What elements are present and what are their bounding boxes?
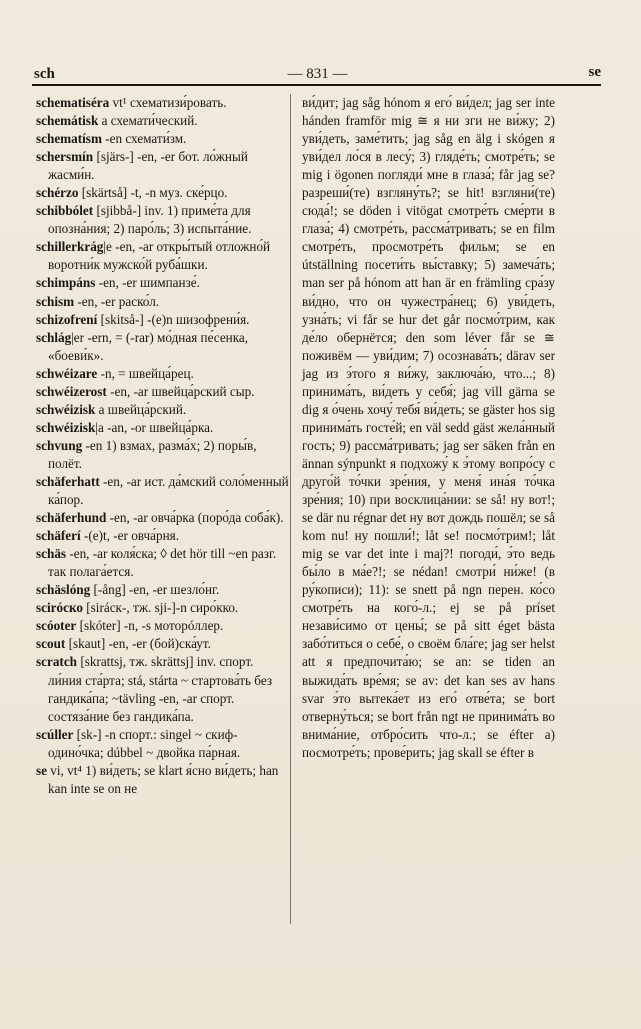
header-rule <box>32 84 601 86</box>
dictionary-entry: schäslóng [-ång] -en, -er шезло́нг. <box>36 582 220 598</box>
dictionary-entry: scóoter [skóter] -n, -s мотоpóллер. <box>36 618 224 634</box>
dictionary-entry: scout [skaut] -en, -er (бой)ска́ут. <box>36 636 211 652</box>
continued-entry-text: ви́дит; jag såg hónom я его́ ви́дел; jag ser inte hánden framför mig ≅ я ни зги не ви́жу; 2) уви́деть, заме́тить; jag såg en älg i skógen я уви́дел ло́ся в лесу́; 3) гляде́ть; смотре́ть; se mig i ögonen погляди́ мне в глаза́; får jag se? разреши́(те) взгляну́ть?; se hit! взгляни́(те) сюда́!; se döden i vitögat смотре́ть сме́рти в глаза́; 4) смотре́ть, рассма́тривать; se en film смотре́ть, просмотре́ть фильм; se en útställning посети́ть вы́ставку; 5) замеча́ть; man ser på hónom att han är en främling сра́зу ви́дно, что он чужестра́нец; 6) уви́деть, узна́ть; vi får se hur det går посмо́трим, как де́ло обернётся; den som léver får se ≅ поживём — уви́дим; 7) осознава́ть; därav ser jag из э́того я ви́жу, заключа́ю, что...; 8) принима́ть, ви́деть у себя́; jag vill gärna se dig я о́чень хочу́ тебя́ ви́деть; se gäster hos sig принима́ть госте́й; en väl sedd gäst жела́нный гость; 9) рассма́тривать; jag ser säken från en ännan sýnpunkt я подхожу́ к э́тому вопро́су с друго́й то́чки зре́ния, у меня́ ина́я то́чка зре́ния; 10) при восклица́нии: se så! ну вот!; se där nu régnar det ну вот дождь пошёл; se så kom nu! ну пошли́!; låt se! посмо́трим!; låt mig se var det inte i maj?! погоди́, э́то ведь бы́ло в ма́е?!; se nédan! смотри́ ни́же! (в ру́кописи); 11): se snett på ngn перен. ко́со смотре́ть на кого́-л.; ej se på príset незави́симо от цены́; se på sitt éget bästa забо́титься о себе́, о своём бла́ге; jag ser helst att я предпочита́ю; se an: se tiden an выжида́ть вре́мя; se av: det kan ses av hans svar э́то вытека́ет из его́ отве́та; se bort отверну́ться; se bort från ngt не принима́ть во внима́ние, отбро́сить что-л.; se éfter a) посмотре́ть; прове́рить; jag skall se éfter в <box>302 95 555 760</box>
dictionary-entry: schlág|er -ern, = (-rar) мо́дная пе́сенка, «боеви́к». <box>36 329 249 363</box>
dictionary-entry: schematísm -en схемати́зм. <box>36 131 187 147</box>
dictionary-entry: schibbólet [sjibbå-] inv. 1) приме́та для опозна́ния; 2) паро́ль; 3) испыта́ние. <box>36 203 252 237</box>
dictionary-entry: schérzo [skärtså] -t, -n муз. ске́рцо. <box>36 185 228 201</box>
right-guide-word: se <box>588 64 601 80</box>
page-header <box>34 60 601 84</box>
dictionary-entry: schism -en, -er раско́л. <box>36 293 160 309</box>
dictionary-entry: schemátisk a схемати́ческий. <box>36 113 198 129</box>
dictionary-entry: schizofrení [skitså-] -(e)n шизофрени́я. <box>36 311 250 327</box>
dictionary-entry: schersmín [sjärs-] -en, -er бот. ло́жный жасми́н. <box>36 149 248 183</box>
dictionary-entry: schvung -en 1) взмах, разма́х; 2) поры́в, полёт. <box>36 437 257 471</box>
dictionary-entry: scratch [skrattsj, тж. skrättsj] inv. спорт. ли́ния ста́рта; stá, stárta ~ стартова́ть без гандика́па; ~tävling -en, -ar спорт. состяза́ние без гандика́па. <box>36 654 273 724</box>
dictionary-entry: schwéizerost -en, -ar швейца́рский сыр. <box>36 383 255 399</box>
dictionary-entry: schwéizare -n, = швейца́рец. <box>36 365 194 381</box>
dictionary-entry: schwéizisk a швейца́рский. <box>36 401 187 417</box>
dictionary-entry: schillerkrág|e -en, -ar откры́тый отложно́й воротни́к мужско́й руба́шки. <box>36 239 271 273</box>
dictionary-entry: schematiséra vt¹ схематизи́ровать. <box>36 95 227 110</box>
dictionary-entry: schäs -en, -ar коля́ска; ◊ det hör till ~en разг. так полага́ется. <box>36 546 277 580</box>
dictionary-entry: schimpáns -en, -er шимпанзе́. <box>36 275 200 291</box>
dictionary-entry: schäferhund -en, -ar овча́рка (поро́да соба́к). <box>36 510 284 526</box>
column-divider <box>290 94 291 924</box>
dictionary-entry: schwéizisk|a -an, -or швейца́рка. <box>36 419 214 435</box>
right-column <box>302 94 555 762</box>
left-guide-word: sch <box>34 66 55 82</box>
dictionary-entry: scúller [sk-] -n спорт.: singel ~ скиф-одино́чка; dúbbel ~ двойка па́рная. <box>36 726 241 760</box>
page-number: — 831 — <box>287 66 348 82</box>
dictionary-entry: schäferhatt -en, -ar ист. да́мский соло́менный ка́пор. <box>36 473 289 508</box>
dictionary-entry: schäferí -(e)t, -er овча́рня. <box>36 528 180 544</box>
dictionary-entry: se vi, vt⁴ 1) ви́деть; se klart я́сно ви́деть; han kan inte se on не <box>36 762 279 796</box>
left-column <box>36 94 289 798</box>
dictionary-entry: sciróско [sirácк-, тж. sji-]-n сиро́кко. <box>36 600 239 616</box>
